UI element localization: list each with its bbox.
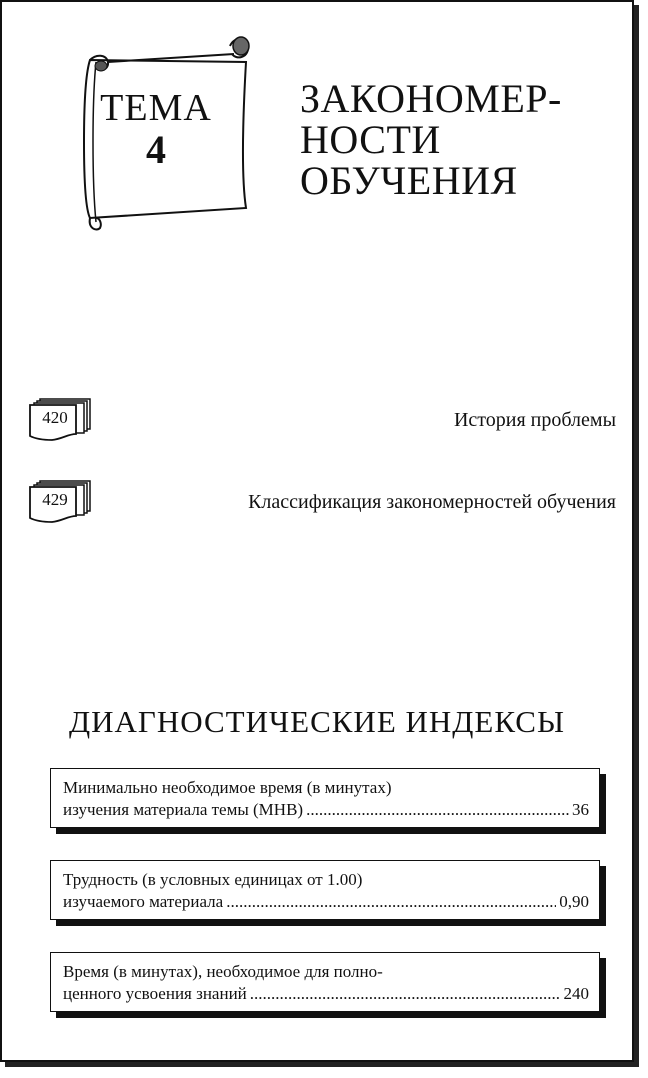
dot-leader: [226, 891, 556, 913]
index-box: [50, 768, 600, 828]
index-text: Время (в минутах), необходимое для полно-: [63, 962, 383, 981]
index-text: изучаемого материала: [63, 892, 224, 911]
section-item[interactable]: [28, 480, 616, 524]
index-row: [63, 983, 589, 1005]
topic-scroll: [76, 32, 256, 232]
index-text: Трудность (в условных единицах от 1.00): [63, 870, 363, 889]
dot-leader: [250, 983, 561, 1005]
dot-leader: [306, 799, 569, 821]
title-line: ЗАКОНОМЕР-: [300, 76, 562, 121]
page-ref-number: 420: [42, 408, 68, 427]
index-box: [50, 952, 600, 1012]
index-row: [63, 799, 589, 821]
page-ref-number: 429: [42, 490, 68, 509]
index-text: ценного усвоения знаний: [63, 984, 247, 1003]
index-row: [63, 891, 589, 913]
diagnostics-heading: ДИАГНОСТИЧЕСКИЕ ИНДЕКСЫ: [69, 704, 565, 739]
section-item[interactable]: [28, 398, 616, 442]
index-text: Минимально необходимое время (в минутах): [63, 778, 392, 797]
section-label: Классификация закономерностей обучения: [248, 491, 616, 513]
title-line: НОСТИ: [300, 117, 441, 162]
page-ref-badge: [28, 398, 96, 442]
page-ref-badge: [28, 480, 96, 524]
topic-number: 4: [146, 127, 166, 172]
index-value: 0,90: [559, 892, 589, 911]
index-text: изучения материала темы (МНВ): [63, 800, 304, 819]
page-title: [300, 78, 620, 201]
title-line: ОБУЧЕНИЯ: [300, 158, 518, 203]
topic-label: ТЕМА: [100, 87, 212, 129]
index-box: [50, 860, 600, 920]
index-value: 240: [563, 984, 589, 1003]
index-value: 36: [572, 800, 589, 819]
section-label: История проблемы: [453, 409, 616, 431]
